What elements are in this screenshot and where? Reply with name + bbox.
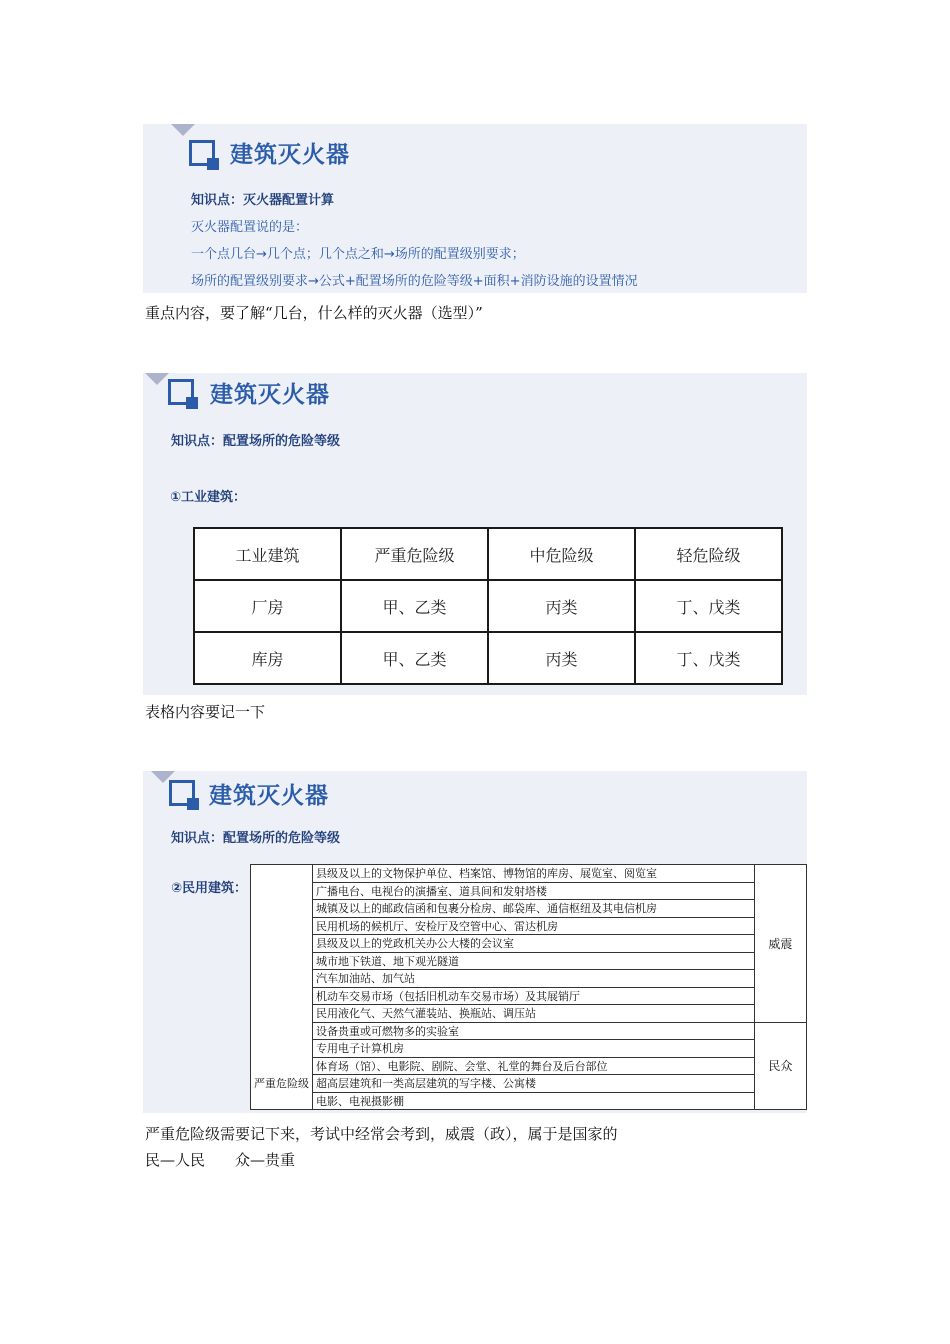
table-cell: 厂房: [194, 580, 341, 632]
corner-triangle-icon: [171, 124, 195, 136]
panel-fire-extinguisher-calc: [143, 124, 807, 293]
body-line: 场所的配置级别要求→公式+配置场所的危险等级+面积+消防设施的设置情况: [191, 274, 638, 289]
subheading: ②民用建筑：: [171, 881, 248, 896]
table-cell: 甲、乙类: [341, 632, 488, 684]
table-row: [251, 935, 807, 953]
table-cell: 城镇及以上的邮政信函和包裹分检房、邮袋库、通信枢纽及其电信机房: [313, 900, 755, 918]
body-line: 灭火器配置说的是：: [191, 220, 309, 235]
table-cell: 汽车加油站、加气站: [313, 970, 755, 988]
table-row: [251, 1092, 807, 1110]
section-logo-icon: [168, 379, 194, 405]
table-cell: 民用液化气、天然气灌装站、换瓶站、调压站: [313, 1005, 755, 1023]
table-header: 工业建筑: [194, 528, 341, 580]
table-row: [251, 1022, 807, 1040]
section-logo-icon: [189, 140, 215, 166]
table-cell: 丁、戊类: [635, 632, 782, 684]
table-row: [251, 900, 807, 918]
category-label: 威震: [754, 865, 806, 1023]
table-cell: 丙类: [488, 580, 635, 632]
table-header: 轻危险级: [635, 528, 782, 580]
table-row: [194, 632, 782, 684]
table-cell: 专用电子计算机房: [313, 1040, 755, 1058]
group-label: 严重危险级: [251, 865, 313, 1110]
industrial-hazard-table: [193, 527, 783, 685]
caption: 重点内容，要了解“几台，什么样的灭火器（选型）”: [145, 304, 483, 322]
table-cell: 广播电台、电视台的演播室、道具间和发射塔楼: [313, 882, 755, 900]
table-cell: 城市地下铁道、地下观光隧道: [313, 952, 755, 970]
table-row: [251, 1075, 807, 1093]
table-row: [251, 882, 807, 900]
table-cell: 超高层建筑和一类高层建筑的写字楼、公寓楼: [313, 1075, 755, 1093]
table-cell: 设备贵重或可燃物多的实验室: [313, 1022, 755, 1040]
table-row: [251, 1005, 807, 1023]
body-line: 一个点几台→几个点；几个点之和→场所的配置级别要求；: [191, 247, 525, 262]
table-cell: 民用机场的候机厅、安检厅及空管中心、雷达机房: [313, 917, 755, 935]
table-cell: 县级及以上的文物保护单位、档案馆、博物馆的库房、展览室、阅览室: [313, 865, 755, 883]
table-row: [251, 1040, 807, 1058]
table-cell: 丙类: [488, 632, 635, 684]
corner-triangle-icon: [145, 373, 169, 385]
table-cell: 县级及以上的党政机关办公大楼的会议室: [313, 935, 755, 953]
table-cell: 甲、乙类: [341, 580, 488, 632]
table-cell: 体育场（馆）、电影院、剧院、会堂、礼堂的舞台及后台部位: [313, 1057, 755, 1075]
knowledge-point: 知识点：配置场所的危险等级: [171, 434, 341, 449]
knowledge-point: 知识点：配置场所的危险等级: [171, 831, 341, 846]
table-row: [251, 917, 807, 935]
table-row: [251, 952, 807, 970]
caption: 表格内容要记一下: [145, 703, 266, 721]
section-title: 建筑灭火器: [210, 382, 330, 408]
civil-hazard-table: [250, 864, 807, 1110]
table-header: 中危险级: [488, 528, 635, 580]
table-row: [194, 528, 782, 580]
table-row: [251, 865, 807, 883]
table-header: 严重危险级: [341, 528, 488, 580]
table-cell: 机动车交易市场（包括旧机动车交易市场）及其展销厅: [313, 987, 755, 1005]
caption: 民—人民 众—贵重: [145, 1151, 296, 1169]
panel-industrial-hazard: [143, 373, 807, 695]
subheading: ①工业建筑：: [170, 490, 247, 505]
caption: 严重危险级需要记下来，考试中经常会考到，威震（政），属于是国家的: [145, 1125, 618, 1143]
section-title: 建筑灭火器: [209, 783, 329, 809]
table-cell: 电影、电视摄影棚: [313, 1092, 755, 1110]
table-cell: 丁、戊类: [635, 580, 782, 632]
section-title: 建筑灭火器: [230, 142, 350, 168]
knowledge-point: 知识点：灭火器配置计算: [191, 193, 335, 208]
table-row: [251, 970, 807, 988]
table-row: [251, 1057, 807, 1075]
panel-civil-hazard: [143, 771, 807, 1113]
table-row: [251, 987, 807, 1005]
table-cell: 库房: [194, 632, 341, 684]
category-label: 民众: [754, 1022, 806, 1110]
section-logo-icon: [169, 780, 195, 806]
table-row: [194, 580, 782, 632]
